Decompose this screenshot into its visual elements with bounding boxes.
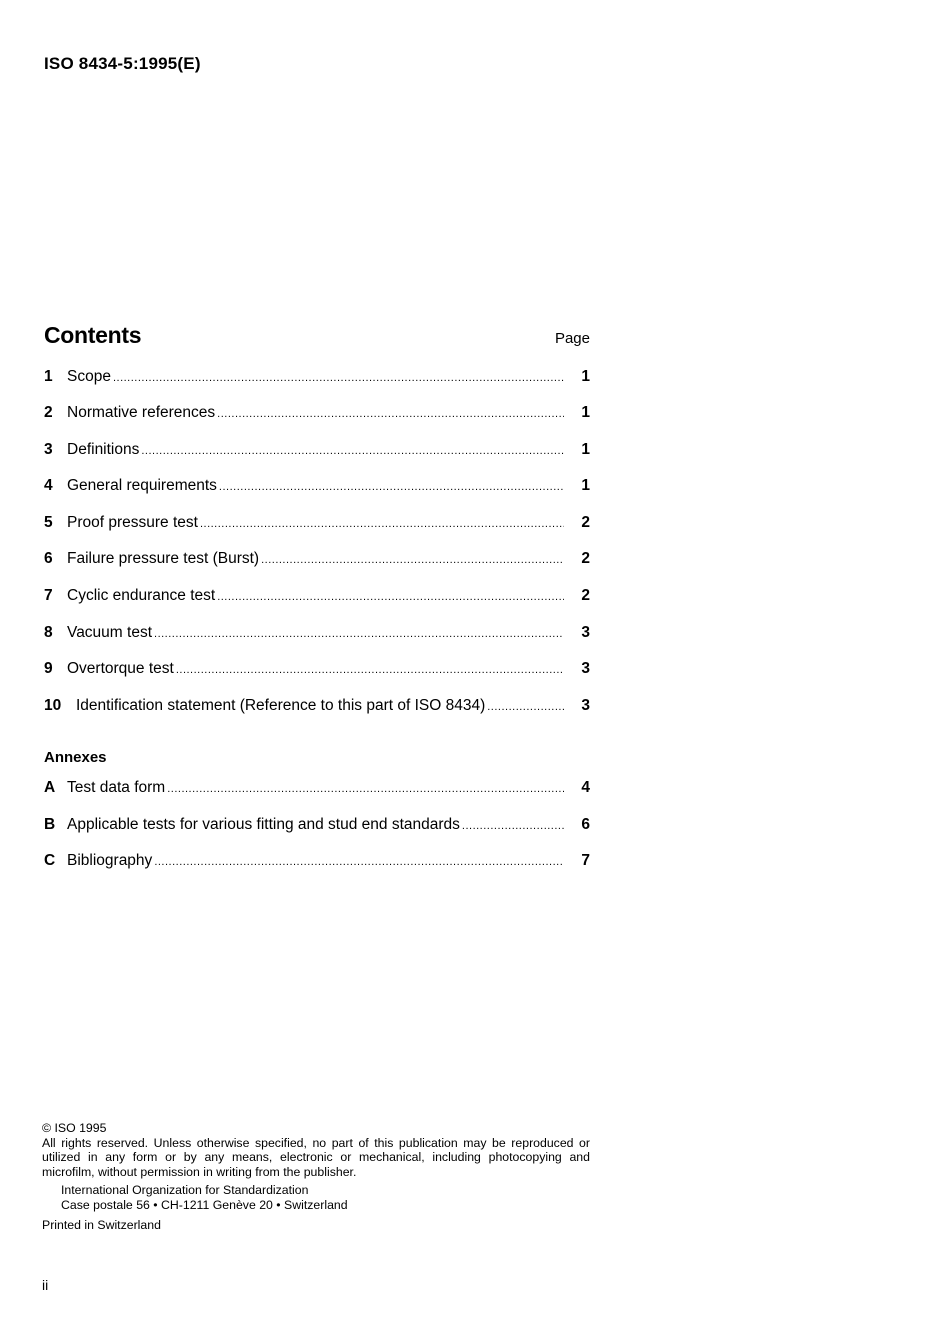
toc-entry-number: 7 [44, 587, 53, 604]
toc-entry-number: 10 [44, 697, 62, 714]
toc-entry[interactable] [44, 587, 590, 609]
toc-entry-label: Definitions [67, 441, 140, 458]
annex-entry-letter: A [44, 779, 56, 796]
organization-name: International Organization for Standardization [61, 1183, 309, 1197]
toc-leader-dots [154, 856, 564, 868]
page-column-label: Page [554, 330, 590, 347]
toc-leader-dots [141, 445, 564, 457]
toc-leader-dots [200, 518, 564, 530]
contents-title: Contents [44, 322, 142, 348]
toc-entry-number: 6 [44, 550, 53, 567]
toc-entry-page: 1 [581, 477, 590, 494]
toc-leader-dots [462, 820, 564, 832]
toc-entry-label: Identification statement (Reference to this part of ISO 8434) [76, 697, 486, 714]
toc-entry[interactable] [44, 697, 590, 719]
toc-entry-label: Proof pressure test [67, 514, 198, 531]
toc-entry-label: Vacuum test [67, 624, 153, 641]
annex-entry-label: Applicable tests for various fitting and stud end standards [67, 816, 460, 833]
toc-entry[interactable] [44, 624, 590, 646]
toc-leader-dots [487, 701, 564, 713]
toc-entry-number: 5 [44, 514, 53, 531]
toc-entry-number: 8 [44, 624, 53, 641]
annex-entry[interactable] [44, 779, 590, 801]
toc-entry-page: 1 [581, 368, 590, 385]
toc-entry-label: Normative references [67, 404, 216, 421]
toc-entry[interactable] [44, 404, 590, 426]
toc-entry-page: 2 [581, 587, 590, 604]
toc-leader-dots [261, 554, 564, 566]
toc-entry-label: Scope [67, 368, 111, 385]
toc-leader-dots [219, 481, 564, 493]
annex-entry-page: 4 [581, 779, 590, 796]
toc-entry-page: 2 [581, 514, 590, 531]
annex-entry[interactable] [44, 816, 590, 838]
toc-entry[interactable] [44, 514, 590, 536]
toc-entry-label: Cyclic endurance test [67, 587, 216, 604]
toc-entry[interactable] [44, 660, 590, 682]
copyright-notice: © ISO 1995 [42, 1121, 107, 1135]
toc-entry-page: 1 [581, 441, 590, 458]
annex-entry-letter: C [44, 852, 56, 869]
toc-entry-page: 1 [581, 404, 590, 421]
annex-entry-page: 7 [581, 852, 590, 869]
toc-entry-page: 3 [581, 660, 590, 677]
copyright-block [42, 1121, 590, 1233]
toc-entry-number: 9 [44, 660, 53, 677]
page-number: ii [42, 1277, 49, 1293]
toc-entry[interactable] [44, 477, 590, 499]
annex-entry[interactable] [44, 852, 590, 874]
printed-location: Printed in Switzerland [42, 1218, 161, 1232]
toc-entry-label: Failure pressure test (Burst) [67, 550, 260, 567]
toc-entry-number: 4 [44, 477, 53, 494]
organization-address: Case postale 56 • CH-1211 Genève 20 • Switzerland [61, 1197, 348, 1212]
toc-entry-page: 3 [581, 624, 590, 641]
annex-entry-page: 6 [581, 816, 590, 833]
toc-entry-page: 3 [581, 697, 590, 714]
toc-leader-dots [217, 591, 564, 603]
annex-entry-label: Bibliography [67, 852, 153, 869]
annex-entry-letter: B [44, 816, 56, 833]
toc-entry[interactable] [44, 550, 590, 572]
annex-entry-label: Test data form [67, 779, 166, 796]
toc-entry[interactable] [44, 368, 590, 390]
toc-entry-number: 3 [44, 441, 53, 458]
toc-entry[interactable] [44, 441, 590, 463]
annexes-title: Annexes [44, 749, 107, 766]
toc-entry-number: 2 [44, 404, 53, 421]
toc-entry-number: 1 [44, 368, 53, 385]
toc-entry-label: Overtorque test [67, 660, 174, 677]
toc-leader-dots [154, 628, 564, 640]
rights-statement: All rights reserved. Unless otherwise specified, no part of this publication may be reproduced or utilized in any form or by any means, electronic or mechanical, including photocopying and microfilm, without permission in writing from the publisher. [42, 1135, 590, 1179]
toc-leader-dots [217, 408, 564, 420]
toc-leader-dots [113, 372, 564, 384]
toc-entry-label: General requirements [67, 477, 217, 494]
toc-leader-dots [176, 664, 564, 676]
document-id: ISO 8434-5:1995(E) [44, 54, 201, 73]
toc-leader-dots [167, 783, 564, 795]
toc-entry-page: 2 [581, 550, 590, 567]
